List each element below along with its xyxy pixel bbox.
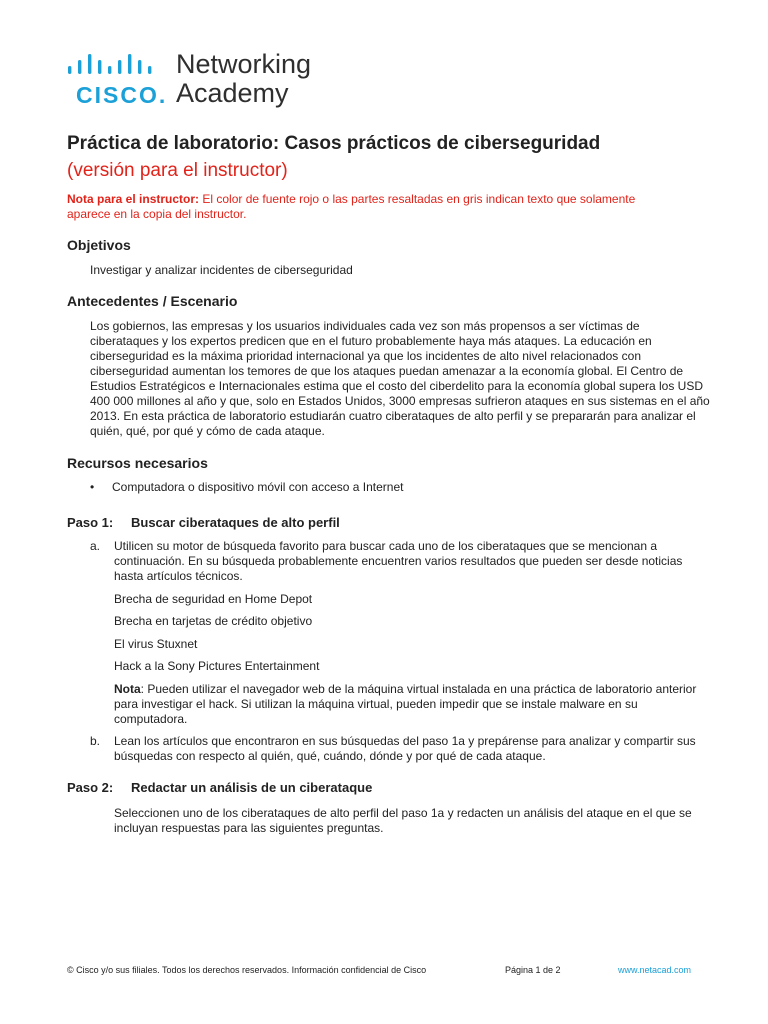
document-subtitle: (versión para el instructor) (67, 160, 288, 181)
step-1-note-text: : Pueden utilizar el navegador web de la máquina virtual instalada en una práctica de laboratorio anterior para investigar el hack. Si utilizan la máquina virtual, pueden impedir que se instale malware en su computadora. (114, 682, 697, 726)
step-2-text: Seleccionen uno de los ciberataques de alto perfil del paso 1a y redacten un análisis del ataque en el que se incluyan respuestas para las siguientes preguntas. (114, 806, 692, 835)
step-1-item-b (90, 734, 710, 764)
resources-list (90, 480, 404, 495)
footer-page-number: Página 1 de 2 (505, 965, 561, 975)
resources-heading: Recursos necesarios (67, 455, 208, 471)
step-1-item-a (90, 539, 710, 584)
document-title: Práctica de laboratorio: Casos prácticos de ciberseguridad (67, 133, 601, 154)
step-1-heading (67, 515, 340, 530)
logo-line-2: Academy (176, 78, 289, 108)
instructor-note-label: Nota para el instructor: (67, 192, 200, 206)
footer-copyright: © Cisco y/o sus filiales. Todos los derechos reservados. Información confidencial de Cisco (67, 965, 427, 975)
cisco-wordmark: CISCO. (76, 82, 168, 108)
item-a-text: Utilicen su motor de búsqueda favorito para buscar cada uno de los ciberataques que se mencionan a continuación. En su búsqueda probablemente encuentren varios resultados que pueden ser desde noticias hasta artículos técnicos. (114, 539, 683, 583)
footer-link[interactable]: www.netacad.com (618, 965, 692, 975)
step-1-number: Paso 1: (67, 515, 114, 530)
cisco-bars-icon (66, 54, 166, 78)
attack-item: El virus Stuxnet (114, 637, 198, 651)
background-text: Los gobiernos, las empresas y los usuarios individuales cada vez son más propensos a ser víctimas de ciberataques y los expertos predicen que en el futuro probablemente haya más ataques. La educación en ciberseguridad es la máxima prioridad internacional ya que los incidentes de alto nivel relacionados con ciberseguridad aumentan los temores de que los ataques puedan amenazar a la economía global. El Centro de Estudios Estratégicos e Internacionales estima que el costo del ciberdelito para la economía global supera los USD 400 000 millones al año y que, solo en Estados Unidos, 3000 empresas sufrieron ataques en sus sistemas en el año 2013. En esta práctica de laboratorio estudiarán cuatro ciberataques de alto perfil y se prepararán para analizar el quién, qué, por qué y cómo de cada ataque. (90, 319, 710, 438)
attack-item: Hack a la Sony Pictures Entertainment (114, 659, 320, 673)
objectives-heading: Objetivos (67, 237, 131, 253)
instructor-note-text: El color de fuente rojo o las partes resaltadas en gris indican texto que solamente aparece en la copia del instructor. (67, 192, 636, 221)
item-b-marker: b. (90, 734, 101, 748)
attack-item: Brecha en tarjetas de crédito objetivo (114, 614, 313, 628)
step-1-note (114, 682, 714, 727)
resources-list-item: • Computadora o dispositivo móvil con acceso a Internet (90, 480, 404, 495)
item-a-marker: a. (90, 539, 101, 553)
item-b-text: Lean los artículos que encontraron en sus búsquedas del paso 1a y prepárense para analizar y compartir sus búsquedas con respecto al quién, qué, cuándo, dónde y por qué de cada ataque. (114, 734, 696, 763)
step-2-number: Paso 2: (67, 780, 114, 795)
step-1-title: Buscar ciberataques de alto perfil (131, 515, 340, 530)
cisco-networking-academy-logo (66, 50, 366, 112)
networking-academy-wordmark (176, 50, 311, 108)
step-1-note-label: Nota (114, 682, 141, 696)
logo-line-1: Networking (176, 49, 312, 79)
background-heading: Antecedentes / Escenario (67, 293, 238, 309)
instructor-note (67, 192, 677, 222)
objectives-text: Investigar y analizar incidentes de ciberseguridad (90, 263, 353, 277)
step-2-heading (67, 780, 372, 795)
step-2-title: Redactar un análisis de un ciberataque (131, 780, 373, 795)
attack-item: Brecha de seguridad en Home Depot (114, 592, 313, 606)
